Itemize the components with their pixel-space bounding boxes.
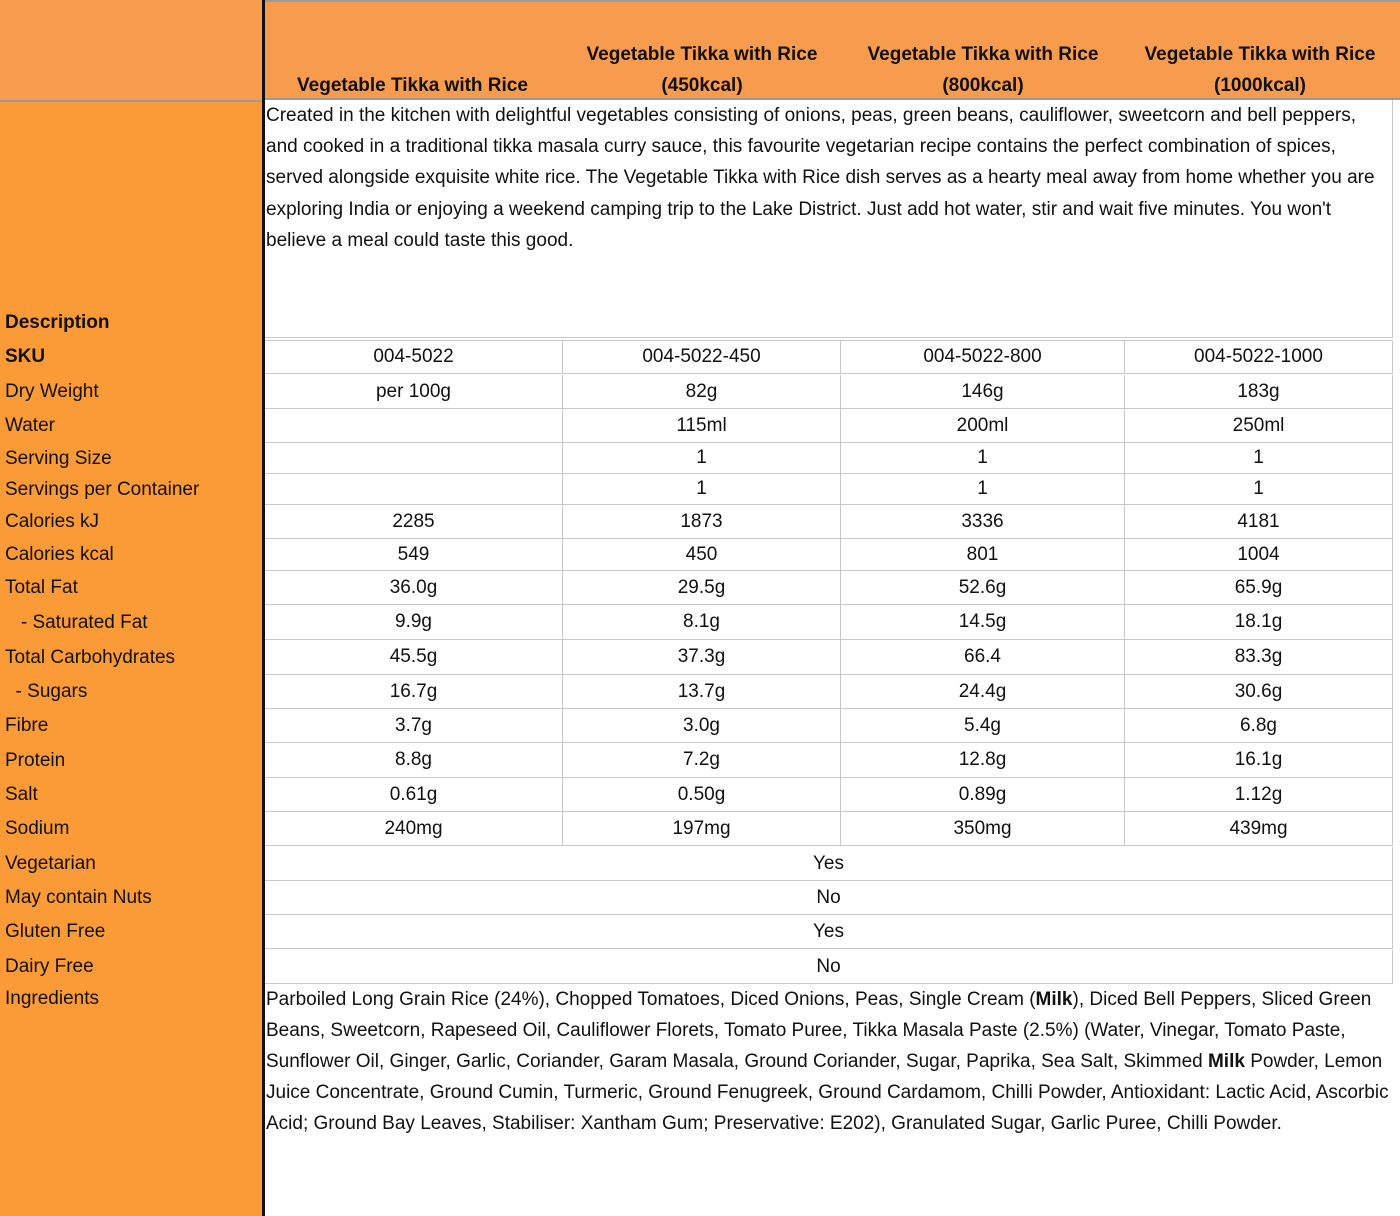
table-row [265,505,1393,539]
table-cell[interactable]: 0.89g [841,778,1125,811]
table-cell[interactable]: 1 [563,443,841,473]
label-column-header [0,0,262,102]
table-cell[interactable]: 146g [841,375,1125,408]
table-cell[interactable]: 439mg [1125,812,1393,845]
row-label: May contain Nuts [5,887,152,908]
table-row [265,539,1393,571]
table-row [265,571,1393,605]
allergen-highlight: Milk [1035,989,1073,1010]
table-cell[interactable]: 004-5022-800 [841,341,1125,373]
table-cell[interactable]: 549 [265,539,563,570]
table-cell[interactable]: 004-5022-1000 [1125,341,1393,373]
table-cell[interactable]: 240mg [265,812,563,845]
header-cell-450[interactable] [562,2,842,102]
table-cell[interactable]: 37.3g [563,640,841,674]
row-label: Calories kcal [5,544,114,565]
table-cell[interactable]: 197mg [563,812,841,845]
table-cell[interactable]: 350mg [841,812,1125,845]
table-cell[interactable]: 29.5g [563,571,841,604]
table-cell[interactable]: 3.7g [265,709,563,742]
table-cell[interactable]: 52.6g [841,571,1125,604]
table-cell[interactable]: 13.7g [563,675,841,708]
table-cell[interactable]: 004-5022-450 [563,341,841,373]
row-label: - Sugars [5,681,88,702]
table-cell[interactable]: 30.6g [1125,675,1393,708]
table-cell[interactable]: 801 [841,539,1125,570]
table-cell[interactable]: 18.1g [1125,605,1393,639]
table-cell[interactable]: 115ml [563,409,841,442]
table-cell[interactable]: 16.7g [265,675,563,708]
table-cell[interactable]: 14.5g [841,605,1125,639]
table-cell[interactable]: 36.0g [265,571,563,604]
row-label-description: Description [5,312,110,333]
table-cell[interactable]: 1004 [1125,539,1393,570]
merged-cell[interactable]: No [265,950,1393,983]
table-row [265,812,1393,846]
table-cell[interactable]: 1 [841,474,1125,504]
table-cell[interactable]: 250ml [1125,409,1393,442]
table-cell[interactable]: 6.8g [1125,709,1393,742]
table-cell[interactable]: 0.50g [563,778,841,811]
row-label: Vegetarian [5,853,96,874]
table-cell[interactable]: 66.4 [841,640,1125,674]
table-row [265,743,1393,778]
header-row [265,0,1400,100]
header-title: Vegetable Tikka with Rice [586,44,818,65]
table-cell[interactable]: 200ml [841,409,1125,442]
table-row [265,640,1393,675]
header-title: Vegetable Tikka with Rice [867,44,1099,65]
table-cell[interactable]: 1.12g [1125,778,1393,811]
merged-cell[interactable]: No [265,881,1393,914]
header-cell-1000[interactable] [1125,2,1395,102]
row-label: Gluten Free [5,921,106,942]
ingredients-part: Parboiled Long Grain Rice (24%), Chopped Tomatoes, Diced Onions, Peas, Single Cream ( [266,989,1036,1010]
row-label: Dairy Free [5,956,94,977]
table-row [265,375,1393,409]
table-cell[interactable]: 16.1g [1125,743,1393,777]
table-row [265,709,1393,743]
table-row-merged [265,881,1393,915]
row-label: Serving Size [5,447,112,469]
table-cell[interactable] [265,409,563,442]
table-cell[interactable] [265,443,563,473]
allergen-highlight: Milk [1207,1051,1245,1072]
ingredients-part: Powder, Lemon Juice Concentrate, Ground Cumin, Turmeric, Ground Fenugreek, Ground Cardamom, Chilli Powder, Antioxidant: Lactic Acid, Ascorbic Acid; Ground Bay Leaves, Stabiliser: Xantham Gum; Preservative: E202), Granulated Sugar, Garlic Puree, Chilli Powder. [266,1051,1389,1134]
table-row [265,605,1393,640]
table-row-merged [265,847,1393,881]
table-cell[interactable]: 65.9g [1125,571,1393,604]
header-title: Vegetable Tikka with Rice [297,75,528,96]
row-label: Calories kJ [5,511,99,532]
table-cell[interactable]: 8.8g [265,743,563,777]
table-cell[interactable]: 4181 [1125,505,1393,538]
table-cell[interactable]: 12.8g [841,743,1125,777]
table-row-merged [265,915,1393,949]
header-subtitle: (450kcal) [661,75,743,96]
table-row [265,675,1393,709]
table-cell[interactable]: 8.1g [563,605,841,639]
table-cell[interactable]: 004-5022 [265,341,563,373]
table-cell[interactable]: 1 [1125,474,1393,504]
row-label: Water [5,415,55,436]
row-label: SKU [5,346,46,367]
header-cell-base[interactable] [265,2,560,102]
row-label: - Saturated Fat [5,611,148,633]
table-cell[interactable]: 3.0g [563,709,841,742]
table-cell[interactable]: 9.9g [265,605,563,639]
table-row [265,778,1393,812]
table-cell[interactable]: 7.2g [563,743,841,777]
row-label: Fibre [5,715,49,736]
merged-cell[interactable]: Yes [265,847,1393,880]
table-cell[interactable]: 1 [841,443,1125,473]
description-text: Created in the kitchen with delightful vegetables consisting of onions, peas, green beans, cauliflower, sweetcorn and bell peppers, and cooked in a traditional tikka masala curry sauce, this favourite vegetarian recipe contains the perfect combination of spices, served alongside exquisite white rice. The Vegetable Tikka with Rice dish serves as a hearty meal away from home whether you are exploring India or enjoying a weekend camping trip to the Lake District. Just add hot water, stir and wait five minutes. You won't believe a meal could taste this good. [266,105,1375,251]
header-subtitle: (1000kcal) [1214,75,1306,96]
table-cell[interactable]: 450 [563,539,841,570]
table-cell[interactable]: 1 [1125,443,1393,473]
table-cell[interactable]: 82g [563,375,841,408]
row-label: Servings per Container [5,478,200,500]
table-cell[interactable]: 3336 [841,505,1125,538]
table-row [265,474,1393,505]
table-cell[interactable]: 1873 [563,505,841,538]
row-label: Sodium [5,818,70,839]
row-label: Total Carbohydrates [5,646,176,668]
row-label: Protein [5,749,66,771]
header-title: Vegetable Tikka with Rice [1144,44,1376,65]
table-row [265,409,1393,443]
table-cell[interactable]: per 100g [265,375,563,408]
table-cell[interactable]: 0.61g [265,778,563,811]
table-cell[interactable]: 83.3g [1125,640,1393,674]
table-cell[interactable]: 5.4g [841,709,1125,742]
row-label-ingredients: Ingredients [5,988,100,1009]
header-subtitle: (800kcal) [942,75,1024,96]
table-cell[interactable]: 1 [563,474,841,504]
table-cell[interactable]: 45.5g [265,640,563,674]
row-label: Total Fat [5,577,78,598]
table-row-merged [265,950,1393,984]
table-cell[interactable]: 2285 [265,505,563,538]
row-label: Dry Weight [5,381,99,402]
header-cell-800[interactable] [842,2,1124,102]
table-row [265,340,1393,374]
merged-cell[interactable]: Yes [265,915,1393,948]
row-label: Salt [5,784,38,805]
table-row [265,443,1393,474]
table-cell[interactable]: 183g [1125,375,1393,408]
ingredients-part: ), Diced Bell Peppers, Sliced Green Beans, Sweetcorn, Rapeseed Oil, Cauliflower Florets, Tomato Puree, Tikka Masala Paste (2.5%) (Water, Vinegar, Tomato Paste, Sunflower Oil, Ginger, Garlic, Coriander, Garam Masala, Ground Coriander, Sugar, Paprika, Sea Salt, Skimmed [266,989,1372,1072]
table-cell[interactable]: 24.4g [841,675,1125,708]
table-cell[interactable] [265,474,563,504]
ingredients-text[interactable] [266,984,1394,1139]
